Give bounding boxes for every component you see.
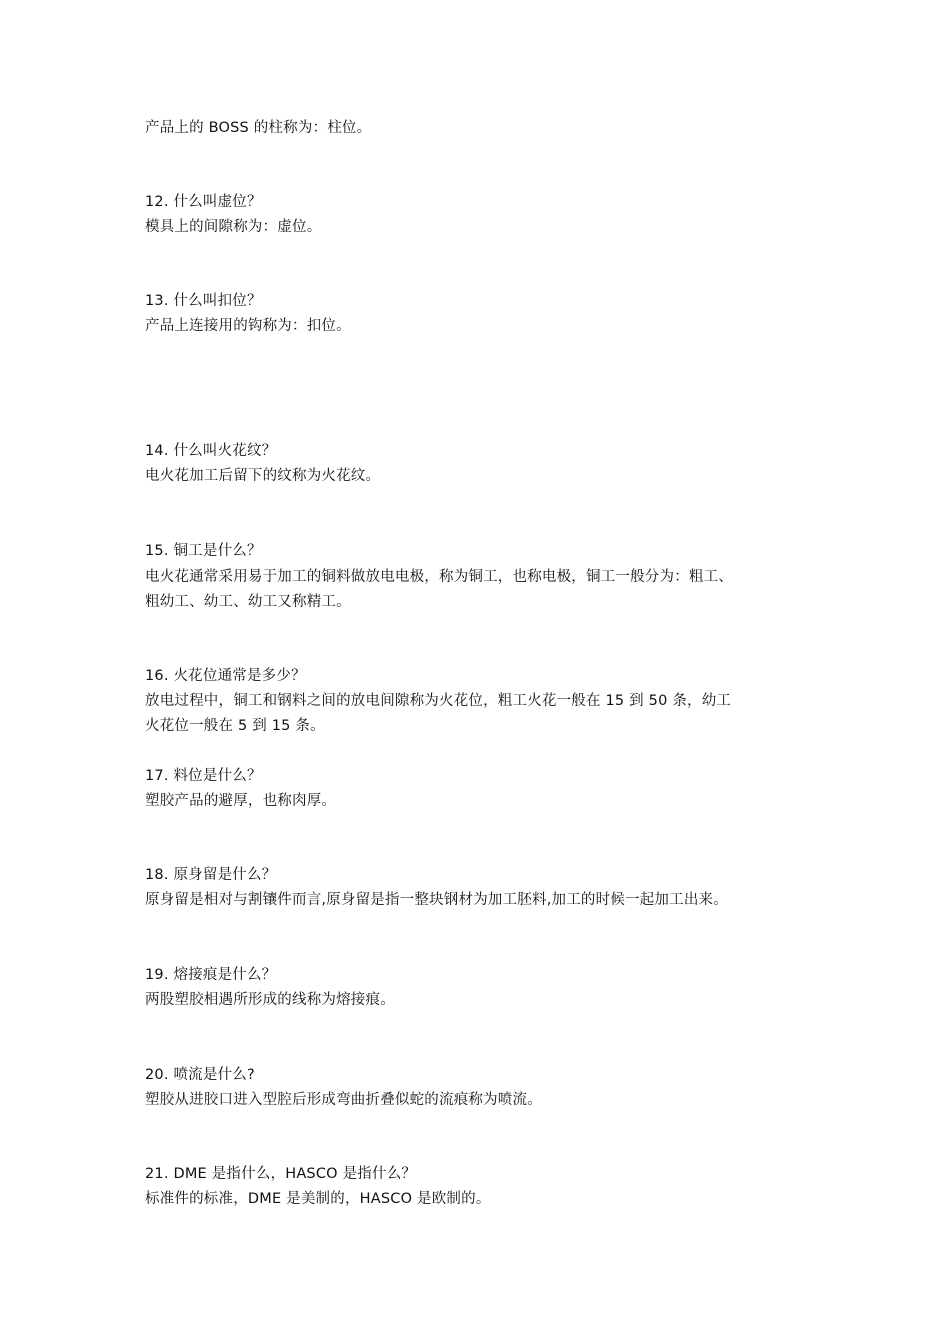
answer-14: 电火花加工后留下的纹称为火花纹。 xyxy=(145,468,381,484)
question-17: 17. 料位是什么？ xyxy=(145,768,262,784)
answer-13: 产品上连接用的钩称为：扣位。 xyxy=(145,318,351,334)
answer-20: 塑胶从进胶口进入型腔后形成弯曲折叠似蛇的流痕称为喷流。 xyxy=(145,1092,542,1108)
answer-16-line-1: 放电过程中，铜工和钢料之间的放电间隙称为火花位，粗工火花一般在 15 到 50 条，幼工 xyxy=(145,693,732,709)
answer-12: 模具上的间隙称为：虚位。 xyxy=(145,219,322,235)
question-13: 13. 什么叫扣位？ xyxy=(145,293,262,309)
question-14: 14. 什么叫火花纹？ xyxy=(145,443,277,459)
answer-21: 标准件的标准，DME 是美制的，HASCO 是欧制的。 xyxy=(145,1191,491,1207)
question-12: 12. 什么叫虚位？ xyxy=(145,194,262,210)
answer-19: 两股塑胶相遇所形成的线称为熔接痕。 xyxy=(145,992,395,1008)
answer-17: 塑胶产品的避厚，也称肉厚。 xyxy=(145,793,337,809)
question-21: 21. DME 是指什么，HASCO 是指什么？ xyxy=(145,1166,417,1182)
answer-15-line-2: 粗幼工、幼工、幼工又称精工。 xyxy=(145,594,351,610)
answer-15-line-1: 电火花通常采用易于加工的铜料做放电电极，称为铜工，也称电极，铜工一般分为：粗工、 xyxy=(145,569,733,585)
question-16: 16. 火花位通常是多少？ xyxy=(145,668,306,684)
question-18: 18. 原身留是什么？ xyxy=(145,867,277,883)
answer-11: 产品上的 BOSS 的柱称为：柱位。 xyxy=(145,120,372,136)
answer-18: 原身留是相对与割镶件而言,原身留是指一整块钢材为加工胚料,加工的时候一起加工出来。 xyxy=(145,892,728,908)
question-19: 19. 熔接痕是什么？ xyxy=(145,967,277,983)
question-15: 15. 铜工是什么？ xyxy=(145,543,262,559)
question-20: 20. 喷流是什么? xyxy=(145,1067,255,1083)
answer-16-line-2: 火花位一般在 5 到 15 条。 xyxy=(145,718,325,734)
